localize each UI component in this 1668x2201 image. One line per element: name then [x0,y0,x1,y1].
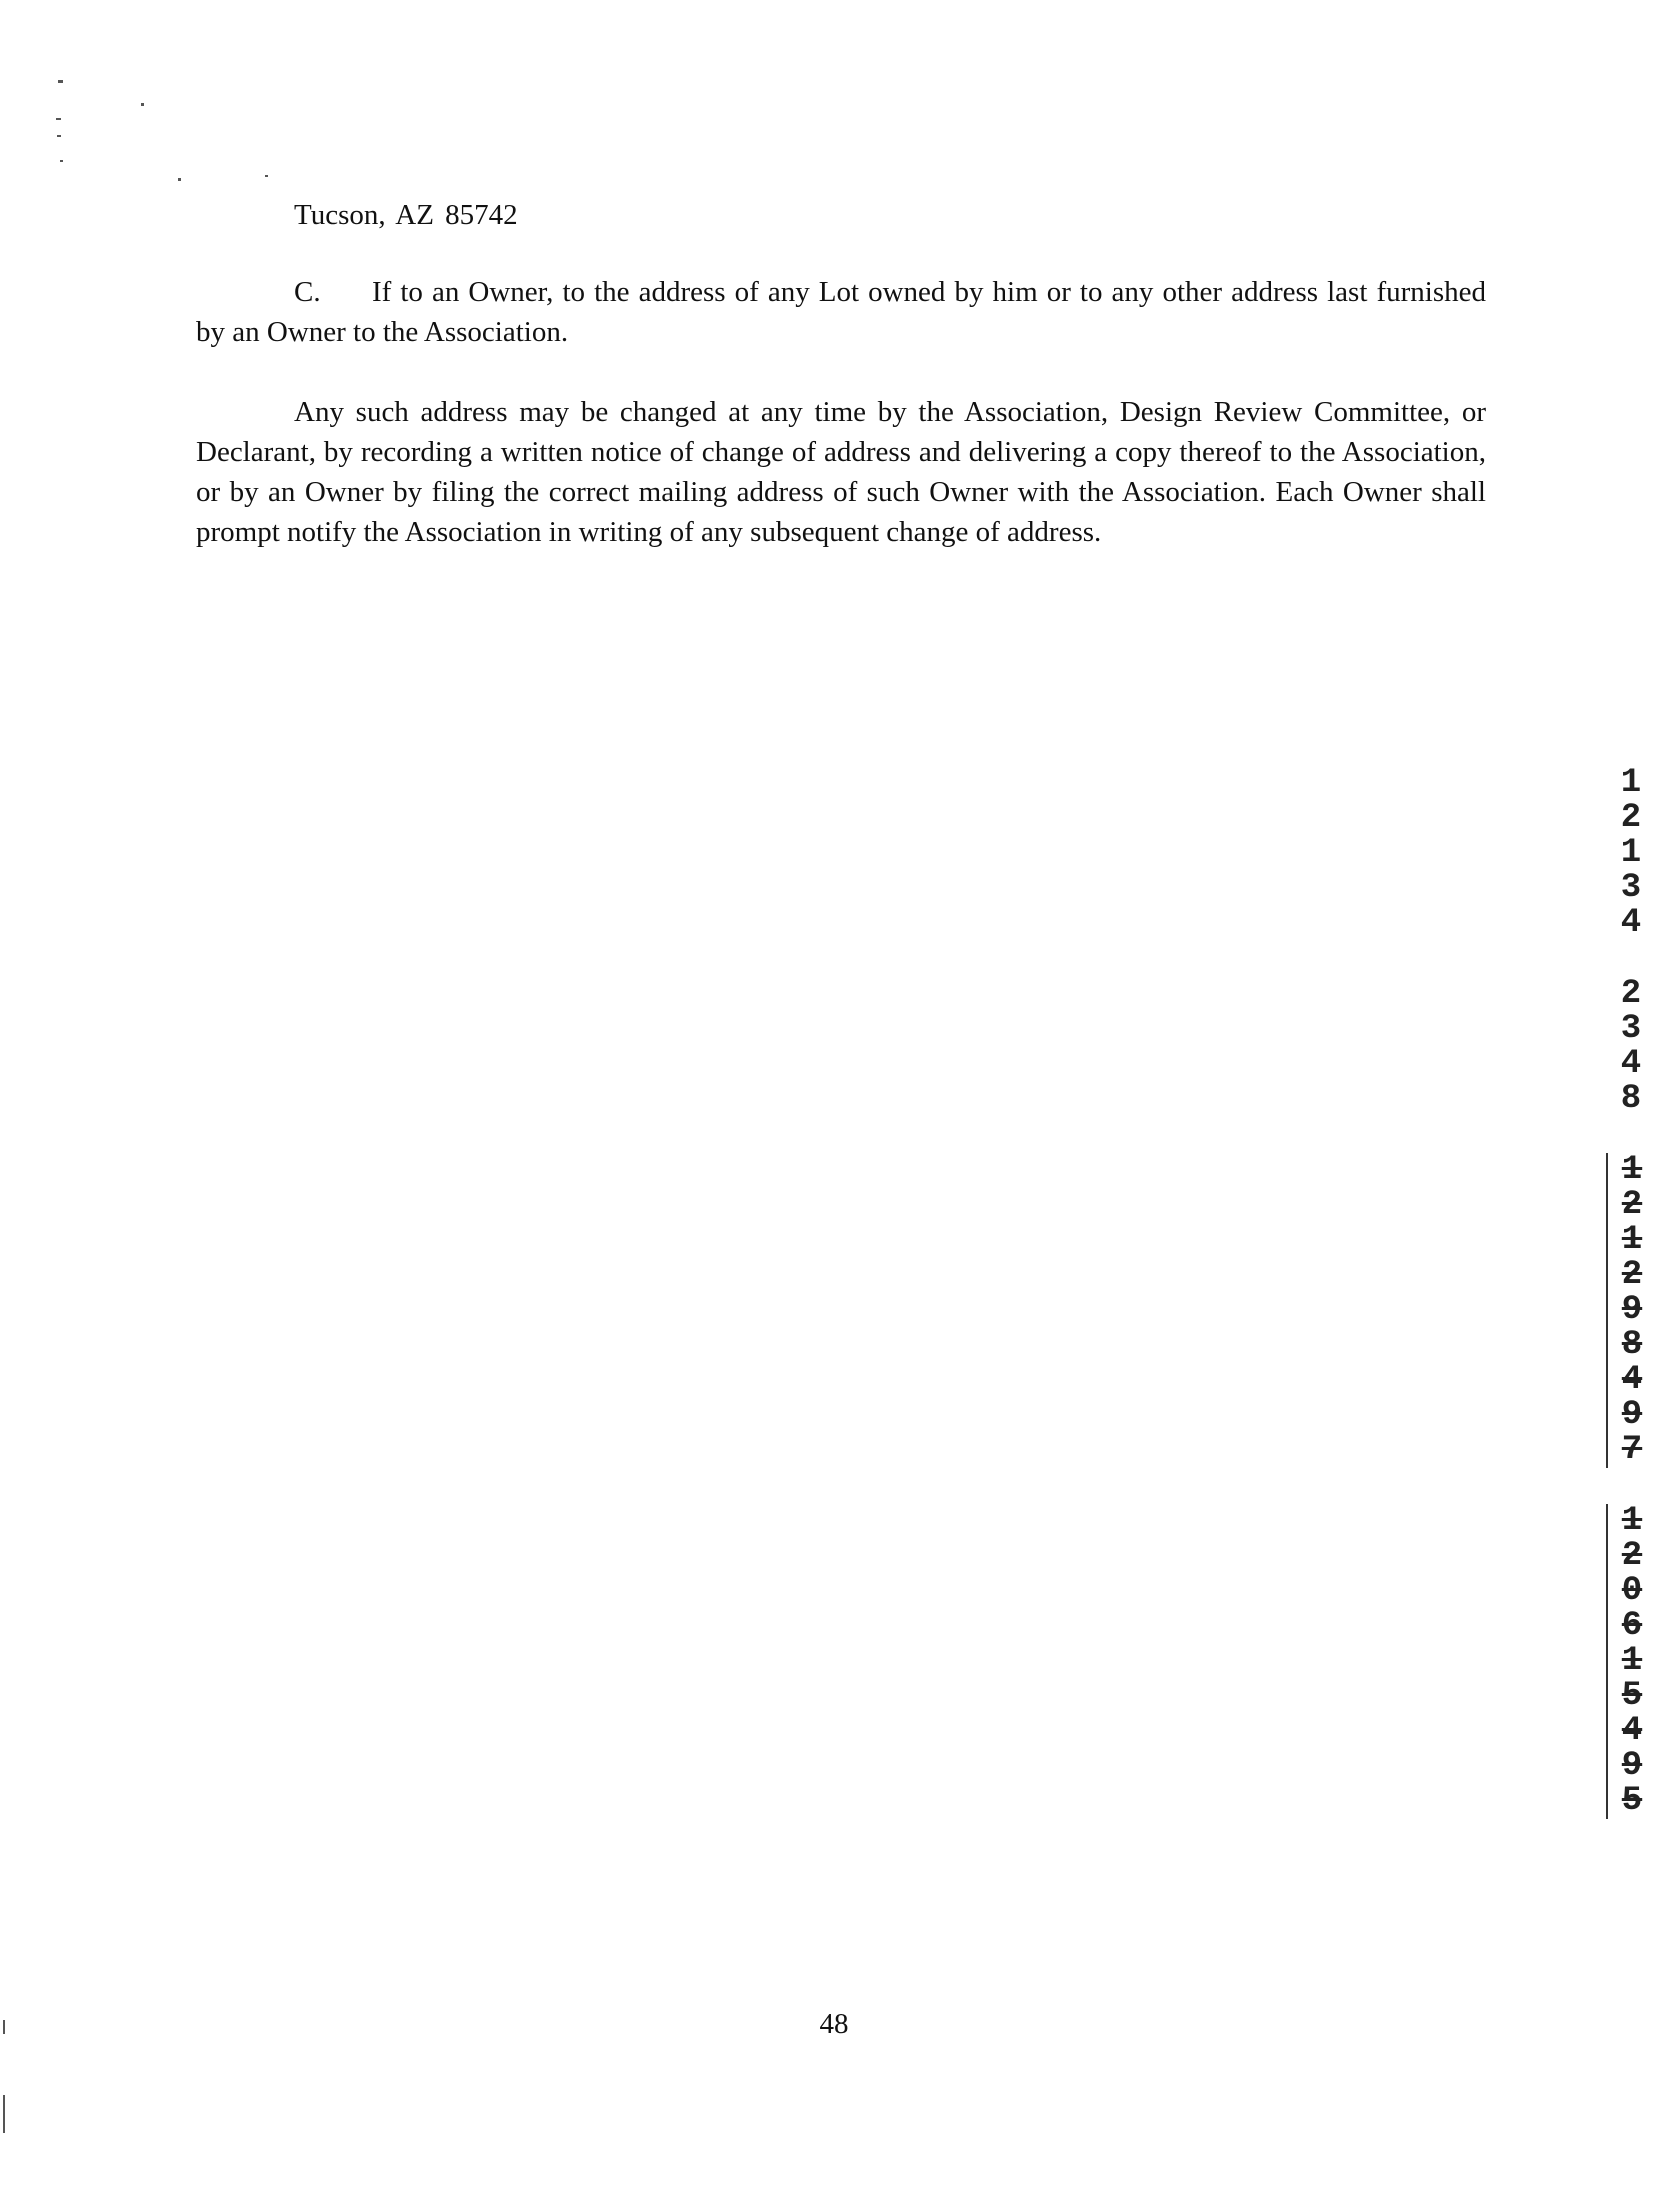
recording-digit: 4 [1621,1361,1643,1399]
paragraph-c [196,272,1486,352]
recording-number-stamp [1606,766,1656,1855]
recording-number-group [1606,1153,1656,1468]
recording-number-group [1606,766,1656,941]
recording-digit: 0 [1621,1572,1643,1610]
scan-speck [56,118,61,120]
recording-digit: 1 [1621,1151,1643,1189]
recording-number-group [1606,977,1656,1117]
recording-digit: 1 [1621,1642,1643,1680]
address-line: Tucson, AZ 85742 [294,199,518,231]
recording-digit: 9 [1621,1291,1643,1329]
paragraph-address-change: Any such address may be changed at any time by the Association, Design Review Committee, or Declarant, by recording a written notice of change of address and delivering a copy thereof to the Association, or by an Owner by filing the correct mailing address of such Owner with the Association. Each Owner shall prompt notify the Association in writing of any subsequent change of address. [196,396,1486,548]
recording-digit: 5 [1621,1677,1643,1715]
recording-digit: 2 [1620,975,1642,1013]
recording-digit: 7 [1621,1431,1643,1469]
recording-digit: 1 [1621,1502,1643,1540]
recording-digit: 2 [1621,1256,1643,1294]
scan-speck [57,135,61,137]
recording-number-group [1606,1504,1656,1819]
scan-speck [265,175,268,177]
paragraph-c-text: If to an Owner, to the address of any Lot owned by him or to any other address last furnished by an Owner to the Association. [196,276,1486,348]
recording-digit: 3 [1620,869,1642,907]
paragraph-marker: C. [294,276,321,308]
recording-digit: 1 [1620,834,1642,872]
recording-digit: 5 [1621,1782,1643,1820]
recording-digit: 8 [1620,1080,1642,1118]
scan-speck [3,2095,5,2133]
recording-digit: 2 [1621,1537,1643,1575]
recording-digit: 2 [1620,799,1642,837]
recording-digit: 4 [1621,1712,1643,1750]
recording-digit: 6 [1621,1607,1643,1645]
recording-digit: 3 [1620,1010,1642,1048]
recording-digit: 1 [1621,1221,1643,1259]
page-number: 48 [819,2008,849,2040]
recording-digit: 2 [1621,1186,1643,1224]
scan-speck [141,103,144,106]
recording-digit: 1 [1620,764,1642,802]
recording-digit: 8 [1621,1326,1643,1364]
recording-digit: 9 [1621,1747,1643,1785]
scan-speck [178,178,181,181]
scan-speck [60,160,63,162]
scan-speck [58,80,63,83]
recording-digit: 4 [1620,904,1642,942]
recording-digit: 4 [1620,1045,1642,1083]
recording-digit: 9 [1621,1396,1643,1434]
